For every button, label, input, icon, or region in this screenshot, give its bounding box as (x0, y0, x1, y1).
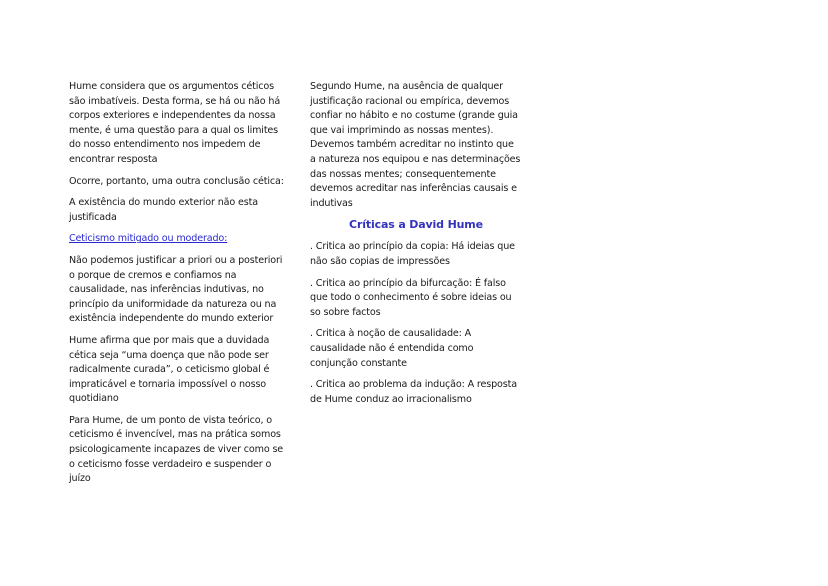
section-heading: Críticas a David Hume (349, 218, 483, 232)
critique-item: . Critica ao problema da indução: A resposta de Hume conduz ao irracionalismo (310, 379, 517, 405)
paragraph: A existência do mundo exterior não esta justificada (69, 197, 258, 223)
ceticismo-mitigado-link[interactable]: Ceticismo mitigado ou moderado: (69, 233, 228, 245)
paragraph: Hume afirma que por mais que a duvidada cética seja “uma doença que não pode ser radicalmente curada”, o ceticismo global é impraticável e tornaria impossível o nosso quotidiano (69, 334, 270, 405)
critique-item: . Critica ao princípio da bifurcação: É falso que todo o conhecimento é sobre ideias ou so sobre factos (310, 277, 512, 318)
critique-item: . Critica à noção de causalidade: A causalidade não é entendida como conjunção constante (310, 328, 474, 369)
critique-item: . Critica ao princípio da copia: Há ideias que não são copias de impressões (310, 241, 515, 267)
paragraph: Ocorre, portanto, uma outra conclusão cética: (69, 175, 284, 187)
paragraph: Para Hume, de um ponto de vista teórico, o ceticismo é invencível, mas na prática somos psicologicamente incapazes de viver como se o ceticismo fosse verdadeiro e suspender o juízo (69, 414, 284, 485)
paragraph: Não podemos justificar a priori ou a posteriori o porque de cremos e confiamos na causalidade, nas inferências indutivas, no princípio da uniformidade da natureza ou na existência independente do mundo exterior (69, 254, 283, 325)
intro-paragraph: Segundo Hume, na ausência de qualquer justificação racional ou empírica, devemos confiar no hábito e no costume (grande guia que vai imprimindo as nossas mentes). Devemos também acreditar no instinto que a natureza nos equipou e nas determinações das nossas mentes; consequentemente devemos acreditar nas inferências causais e indutivas (310, 81, 521, 209)
left-column (69, 80, 284, 494)
right-column (310, 80, 522, 414)
paragraph: Hume considera que os argumentos céticos são imbatíveis. Desta forma, se há ou não há corpos exteriores e independentes da nossa mente, é uma questão para a qual os limites do nosso entendimento nos impedem de encontrar resposta (69, 81, 281, 165)
